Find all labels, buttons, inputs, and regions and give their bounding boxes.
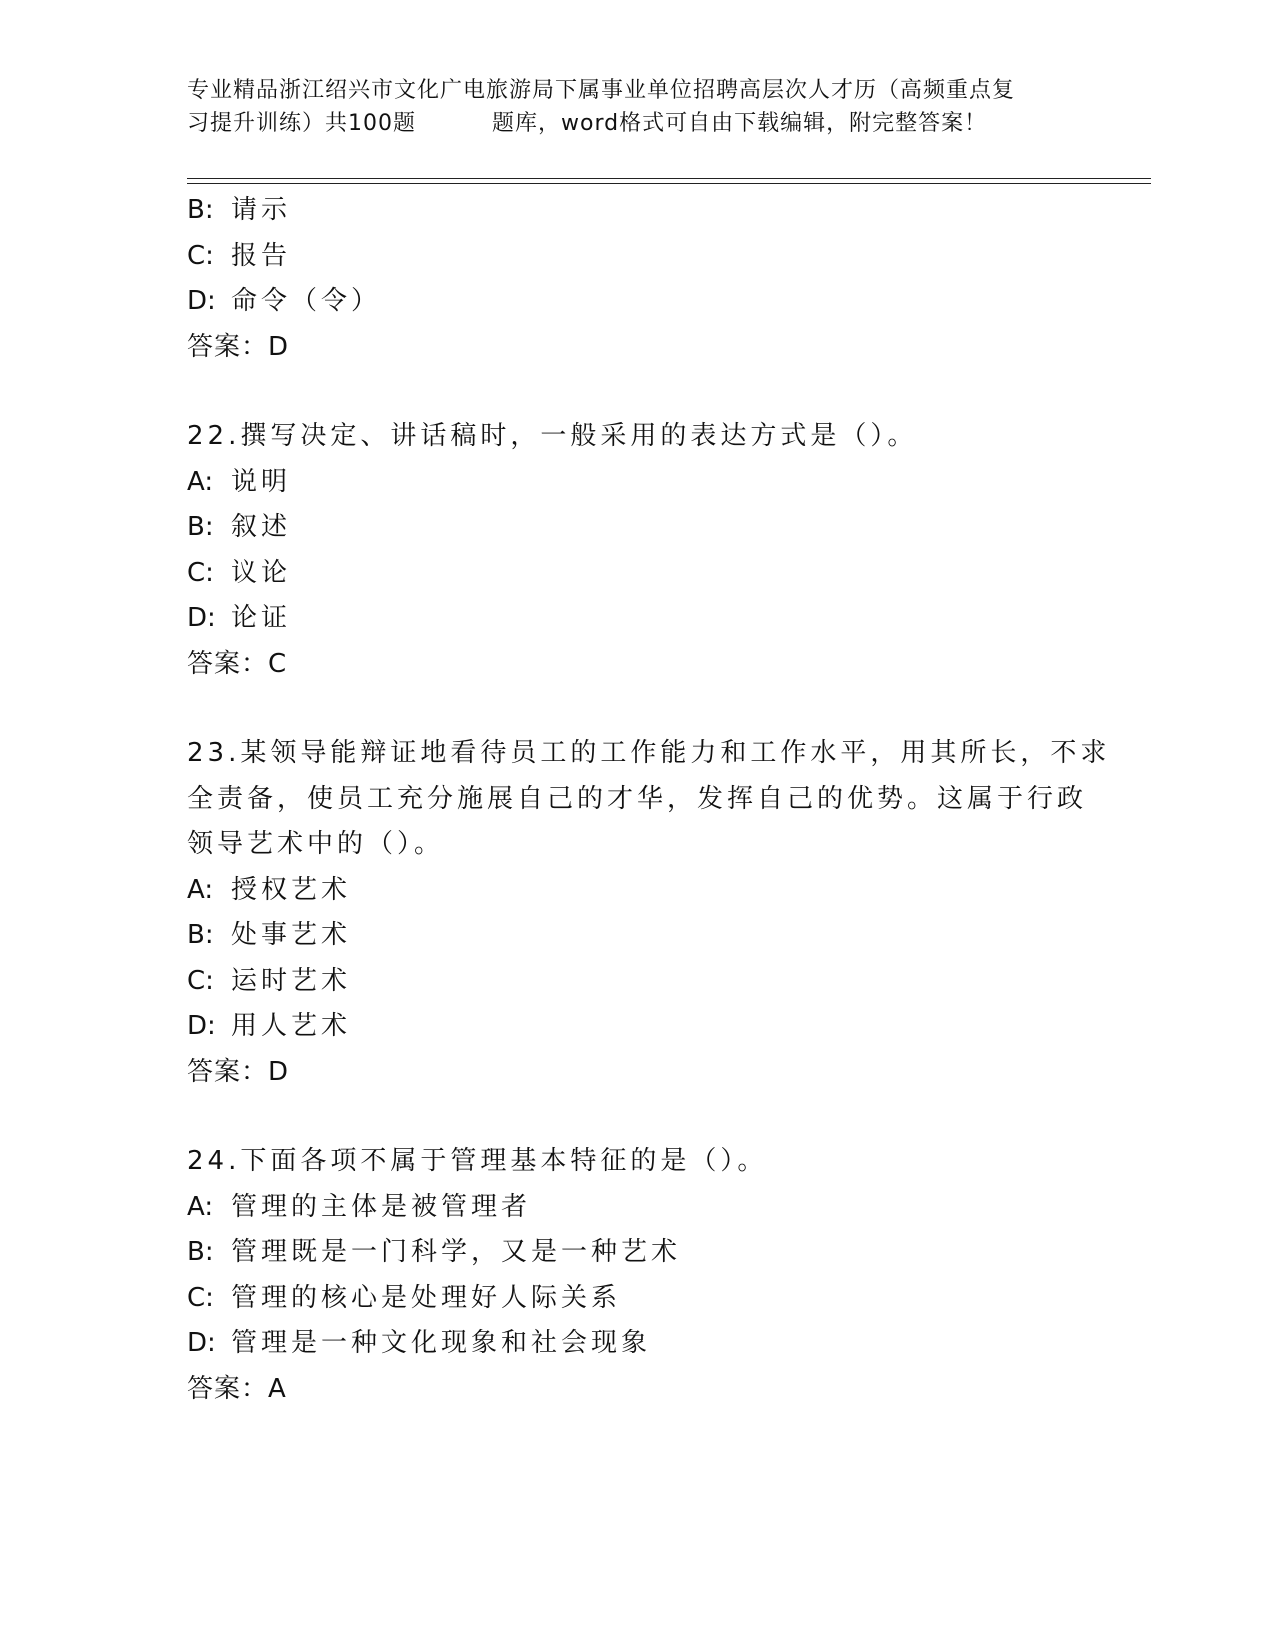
question-block-prev <box>187 188 1107 370</box>
option-text: 说明 <box>231 466 292 497</box>
answer-line: 答案：D <box>187 331 290 362</box>
option-d <box>187 279 1107 325</box>
option-d <box>187 596 1107 642</box>
option-letter: C: <box>187 965 214 996</box>
option-d <box>187 1321 1107 1367</box>
option-letter: A: <box>187 466 214 497</box>
option-a <box>187 1185 1107 1231</box>
option-letter: C: <box>187 557 214 588</box>
document-header <box>187 74 1087 140</box>
option-text: 请示 <box>231 195 292 225</box>
option-letter: C: <box>187 1282 214 1313</box>
option-b <box>187 913 1107 959</box>
option-text: 叙述 <box>231 512 292 542</box>
header-line-1: 专业精品浙江绍兴市文化广电旅游局下属事业单位招聘高层次人才历（高频重点复 <box>187 78 1016 103</box>
question-text-line-1: 23.某领导能辩证地看待员工的工作能力和工作水平，用其所长，不求 <box>187 738 1111 768</box>
option-text: 用人艺术 <box>231 1011 352 1041</box>
option-letter: B: <box>187 195 214 225</box>
option-c <box>187 234 1107 280</box>
header-line-2 <box>187 107 1087 140</box>
question-text: 22.撰写决定、讲话稿时，一般采用的表达方式是（）。 <box>187 421 918 451</box>
option-c <box>187 1276 1107 1322</box>
option-text: 管理是一种文化现象和社会现象 <box>231 1328 652 1358</box>
question-block-22 <box>187 414 1107 687</box>
option-letter: A: <box>187 874 214 905</box>
option-text: 议论 <box>231 557 292 588</box>
document-body <box>187 188 1111 1412</box>
option-text: 授权艺术 <box>231 874 352 905</box>
option-text: 管理的核心是处理好人际关系 <box>231 1282 622 1313</box>
option-text: 运时艺术 <box>231 965 352 996</box>
option-letter: D: <box>187 603 216 633</box>
option-letter: D: <box>187 1011 216 1041</box>
header-line-2-part-1: 习提升训练）共100题 <box>187 111 416 136</box>
question-text-line-3: 领导艺术中的（）。 <box>187 829 445 859</box>
header-rule-bottom <box>187 183 1151 184</box>
option-text: 论证 <box>231 603 292 633</box>
question-block-24 <box>187 1139 1107 1412</box>
option-c <box>187 959 1107 1005</box>
option-text: 报告 <box>231 240 292 271</box>
option-letter: C: <box>187 240 214 271</box>
header-line-2-part-2: 题库，word格式可自由下载编辑，附完整答案！ <box>492 111 988 136</box>
option-c <box>187 551 1107 597</box>
option-b <box>187 505 1107 551</box>
answer-line: 答案：C <box>187 648 288 679</box>
option-letter: A: <box>187 1191 214 1222</box>
option-a <box>187 460 1107 506</box>
option-letter: D: <box>187 286 216 316</box>
option-letter: B: <box>187 1237 214 1267</box>
header-rule-top <box>187 178 1151 179</box>
question-text-line-2: 全责备，使员工充分施展自己的才华，发挥自己的优势。这属于行政 <box>187 783 1088 814</box>
option-text: 处事艺术 <box>231 920 352 950</box>
answer-line: 答案：A <box>187 1373 287 1404</box>
option-text: 命令（令） <box>231 286 382 316</box>
answer-line: 答案：D <box>187 1056 290 1087</box>
option-text: 管理既是一门科学，又是一种艺术 <box>231 1237 682 1267</box>
option-letter: B: <box>187 512 214 542</box>
question-block-23 <box>187 731 1111 1095</box>
option-letter: D: <box>187 1328 216 1358</box>
option-b <box>187 1230 1107 1276</box>
option-letter: B: <box>187 920 214 950</box>
option-text: 管理的主体是被管理者 <box>231 1191 532 1222</box>
option-b <box>187 188 1107 234</box>
option-d <box>187 1004 1107 1050</box>
question-text: 24.下面各项不属于管理基本特征的是（）。 <box>187 1146 768 1176</box>
option-a <box>187 868 1107 914</box>
